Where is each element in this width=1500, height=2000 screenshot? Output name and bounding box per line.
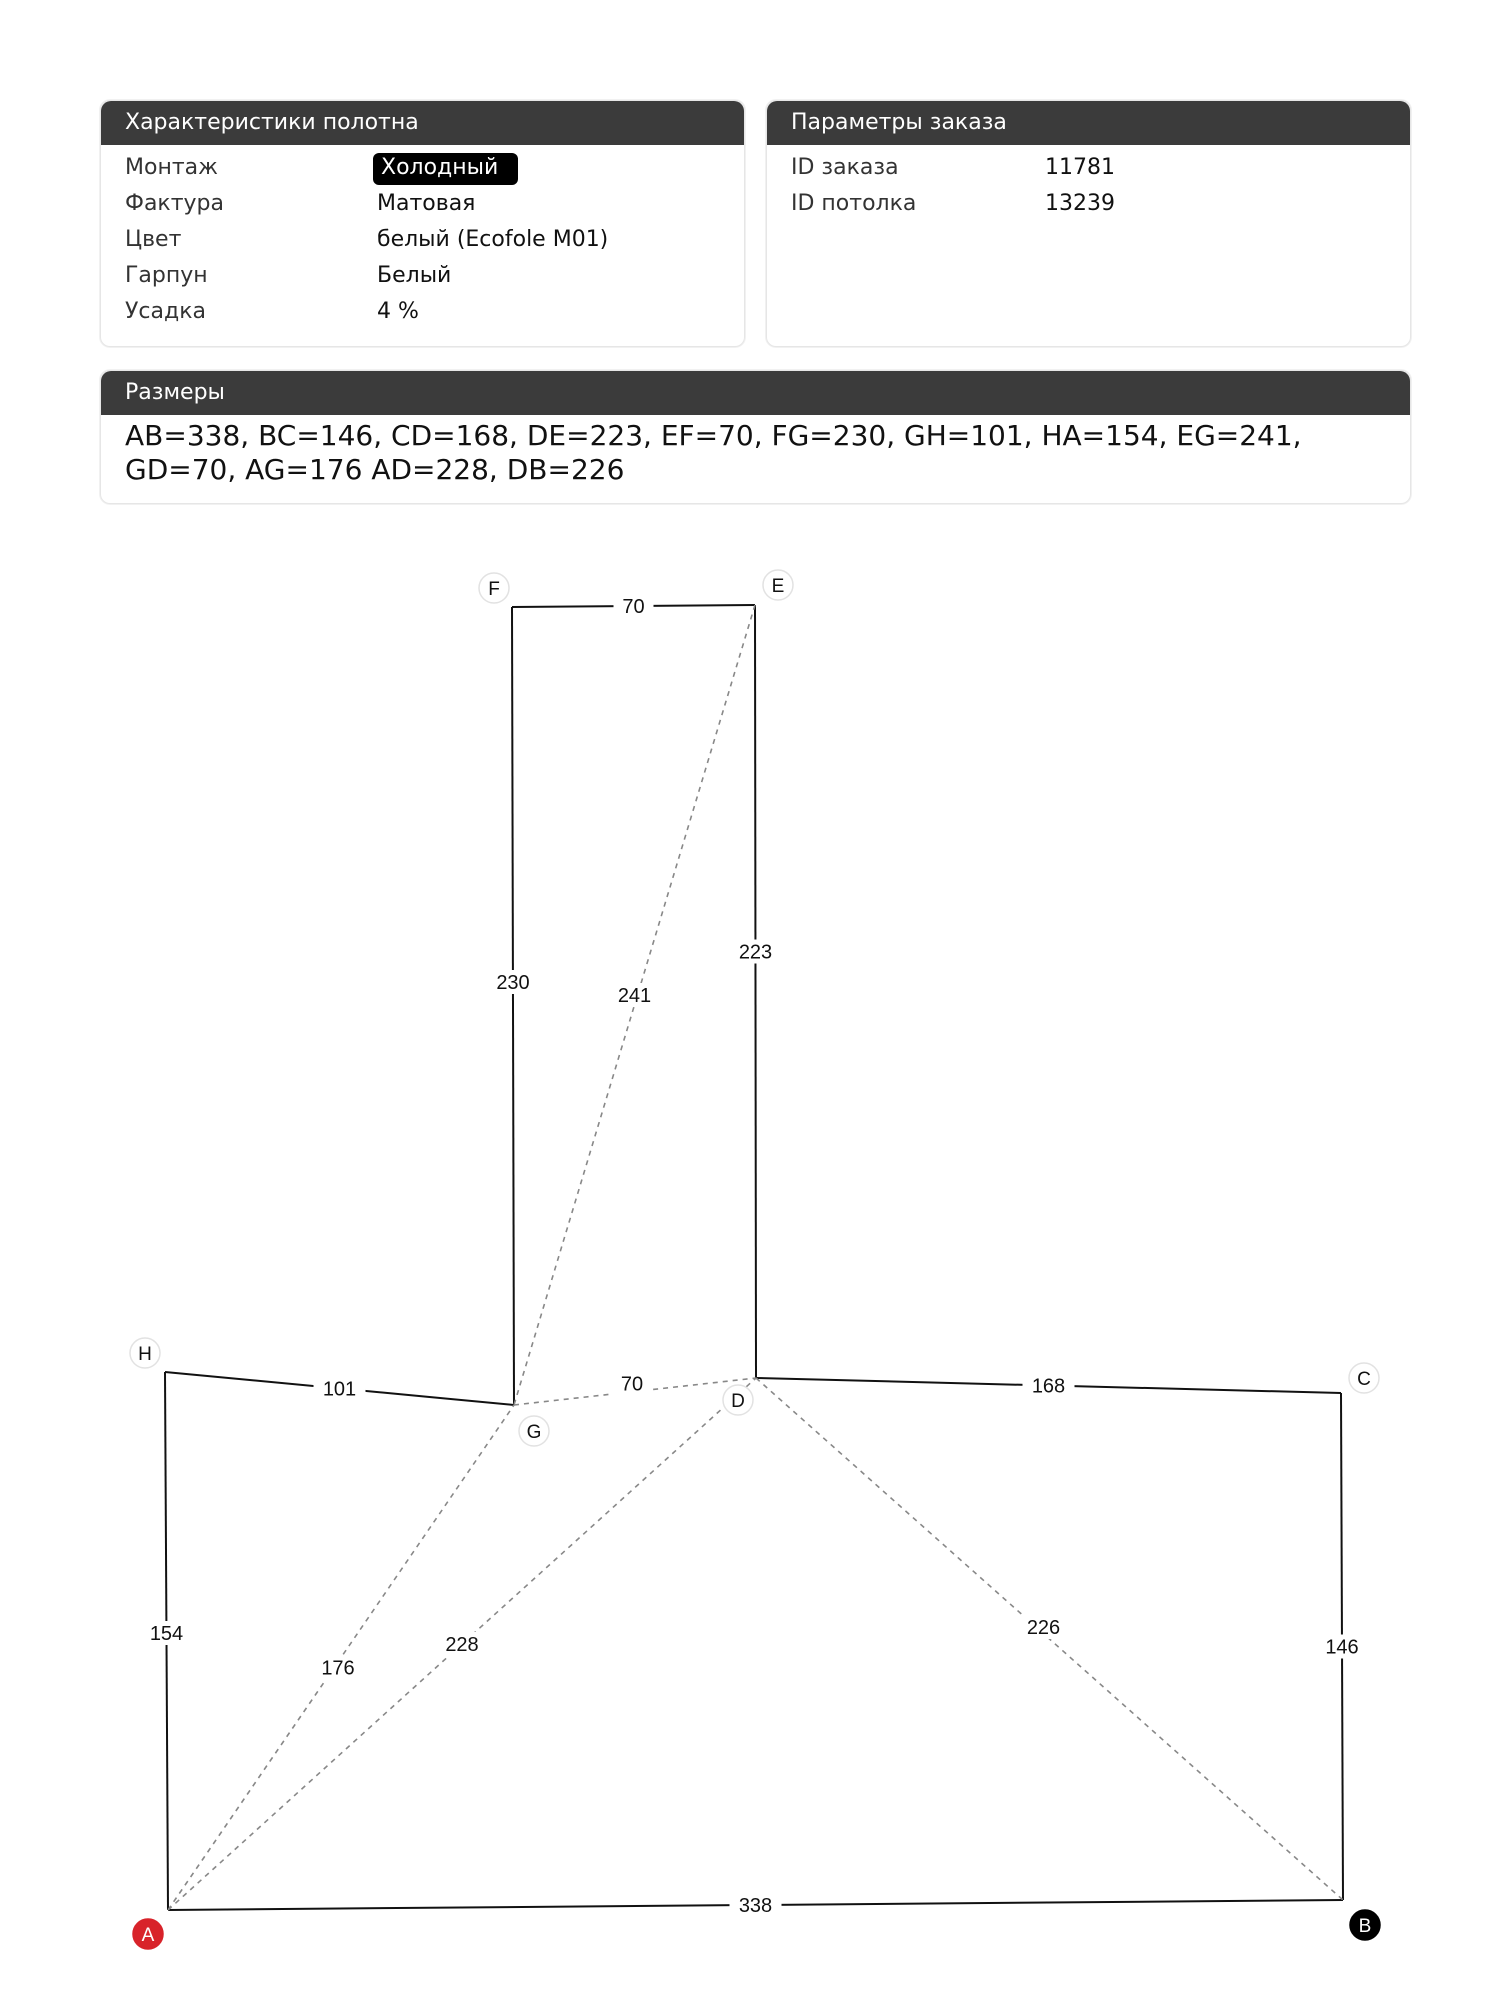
edge-label-B-C: 146 <box>1325 1636 1359 1659</box>
edge-label-E-G: 241 <box>617 985 652 1007</box>
sizes-text: AB=338, BC=146, CD=168, DE=223, EF=70, FG=230, GH=101, HA=154, EG=241, GD=70, AG=176 AD=228, DB=226 <box>125 419 1302 486</box>
harpoon-value: Белый <box>377 263 452 288</box>
mount-label: Монтаж <box>125 155 218 180</box>
edge-label-G-H: 101 <box>322 1378 357 1401</box>
texture-label: Фактура <box>125 191 224 216</box>
point-label-E: E <box>771 576 785 597</box>
edge-label-F-G: 230 <box>496 972 530 994</box>
ceiling-id-label: ID потолка <box>791 191 917 216</box>
mount-badge: Холодный <box>373 153 518 185</box>
point-label-F: F <box>488 579 500 600</box>
edge-label-D-B: 226 <box>1026 1617 1061 1639</box>
edge-F-G <box>512 607 514 1405</box>
edge-label-A-D: 228 <box>445 1634 479 1656</box>
panel-title: Параметры заказа <box>767 101 1410 145</box>
shrinkage-label: Усадка <box>125 299 206 324</box>
edge-label-A-B: 338 <box>738 1895 773 1917</box>
texture-value: Матовая <box>377 191 476 216</box>
point-label-C: C <box>1357 1369 1371 1390</box>
order-id-label: ID заказа <box>791 155 899 180</box>
edge-label-C-D: 168 <box>1031 1375 1066 1398</box>
edge-label-A-G: 176 <box>321 1657 355 1680</box>
panel-title: Характеристики полотна <box>101 101 744 145</box>
ceiling-id-value: 13239 <box>1045 191 1115 216</box>
order-id-value: 11781 <box>1045 155 1115 180</box>
edge-D-E <box>755 605 756 1378</box>
edge-label-H-A: 154 <box>149 1623 184 1645</box>
point-label-G: G <box>526 1422 542 1443</box>
shrinkage-value: 4 % <box>377 299 419 324</box>
edge-label-E-F: 70 <box>622 596 645 618</box>
edge-label-D-E: 223 <box>738 941 773 964</box>
point-label-A: A <box>141 1925 155 1946</box>
point-label-H: H <box>138 1344 152 1365</box>
harpoon-label: Гарпун <box>125 263 208 288</box>
color-label: Цвет <box>125 227 182 252</box>
edge-label-G-D: 70 <box>620 1373 644 1396</box>
color-value: белый (Ecofole M01) <box>377 227 609 252</box>
point-label-D: D <box>731 1391 745 1412</box>
point-label-B: B <box>1358 1916 1372 1937</box>
panel-title: Размеры <box>101 371 1410 415</box>
